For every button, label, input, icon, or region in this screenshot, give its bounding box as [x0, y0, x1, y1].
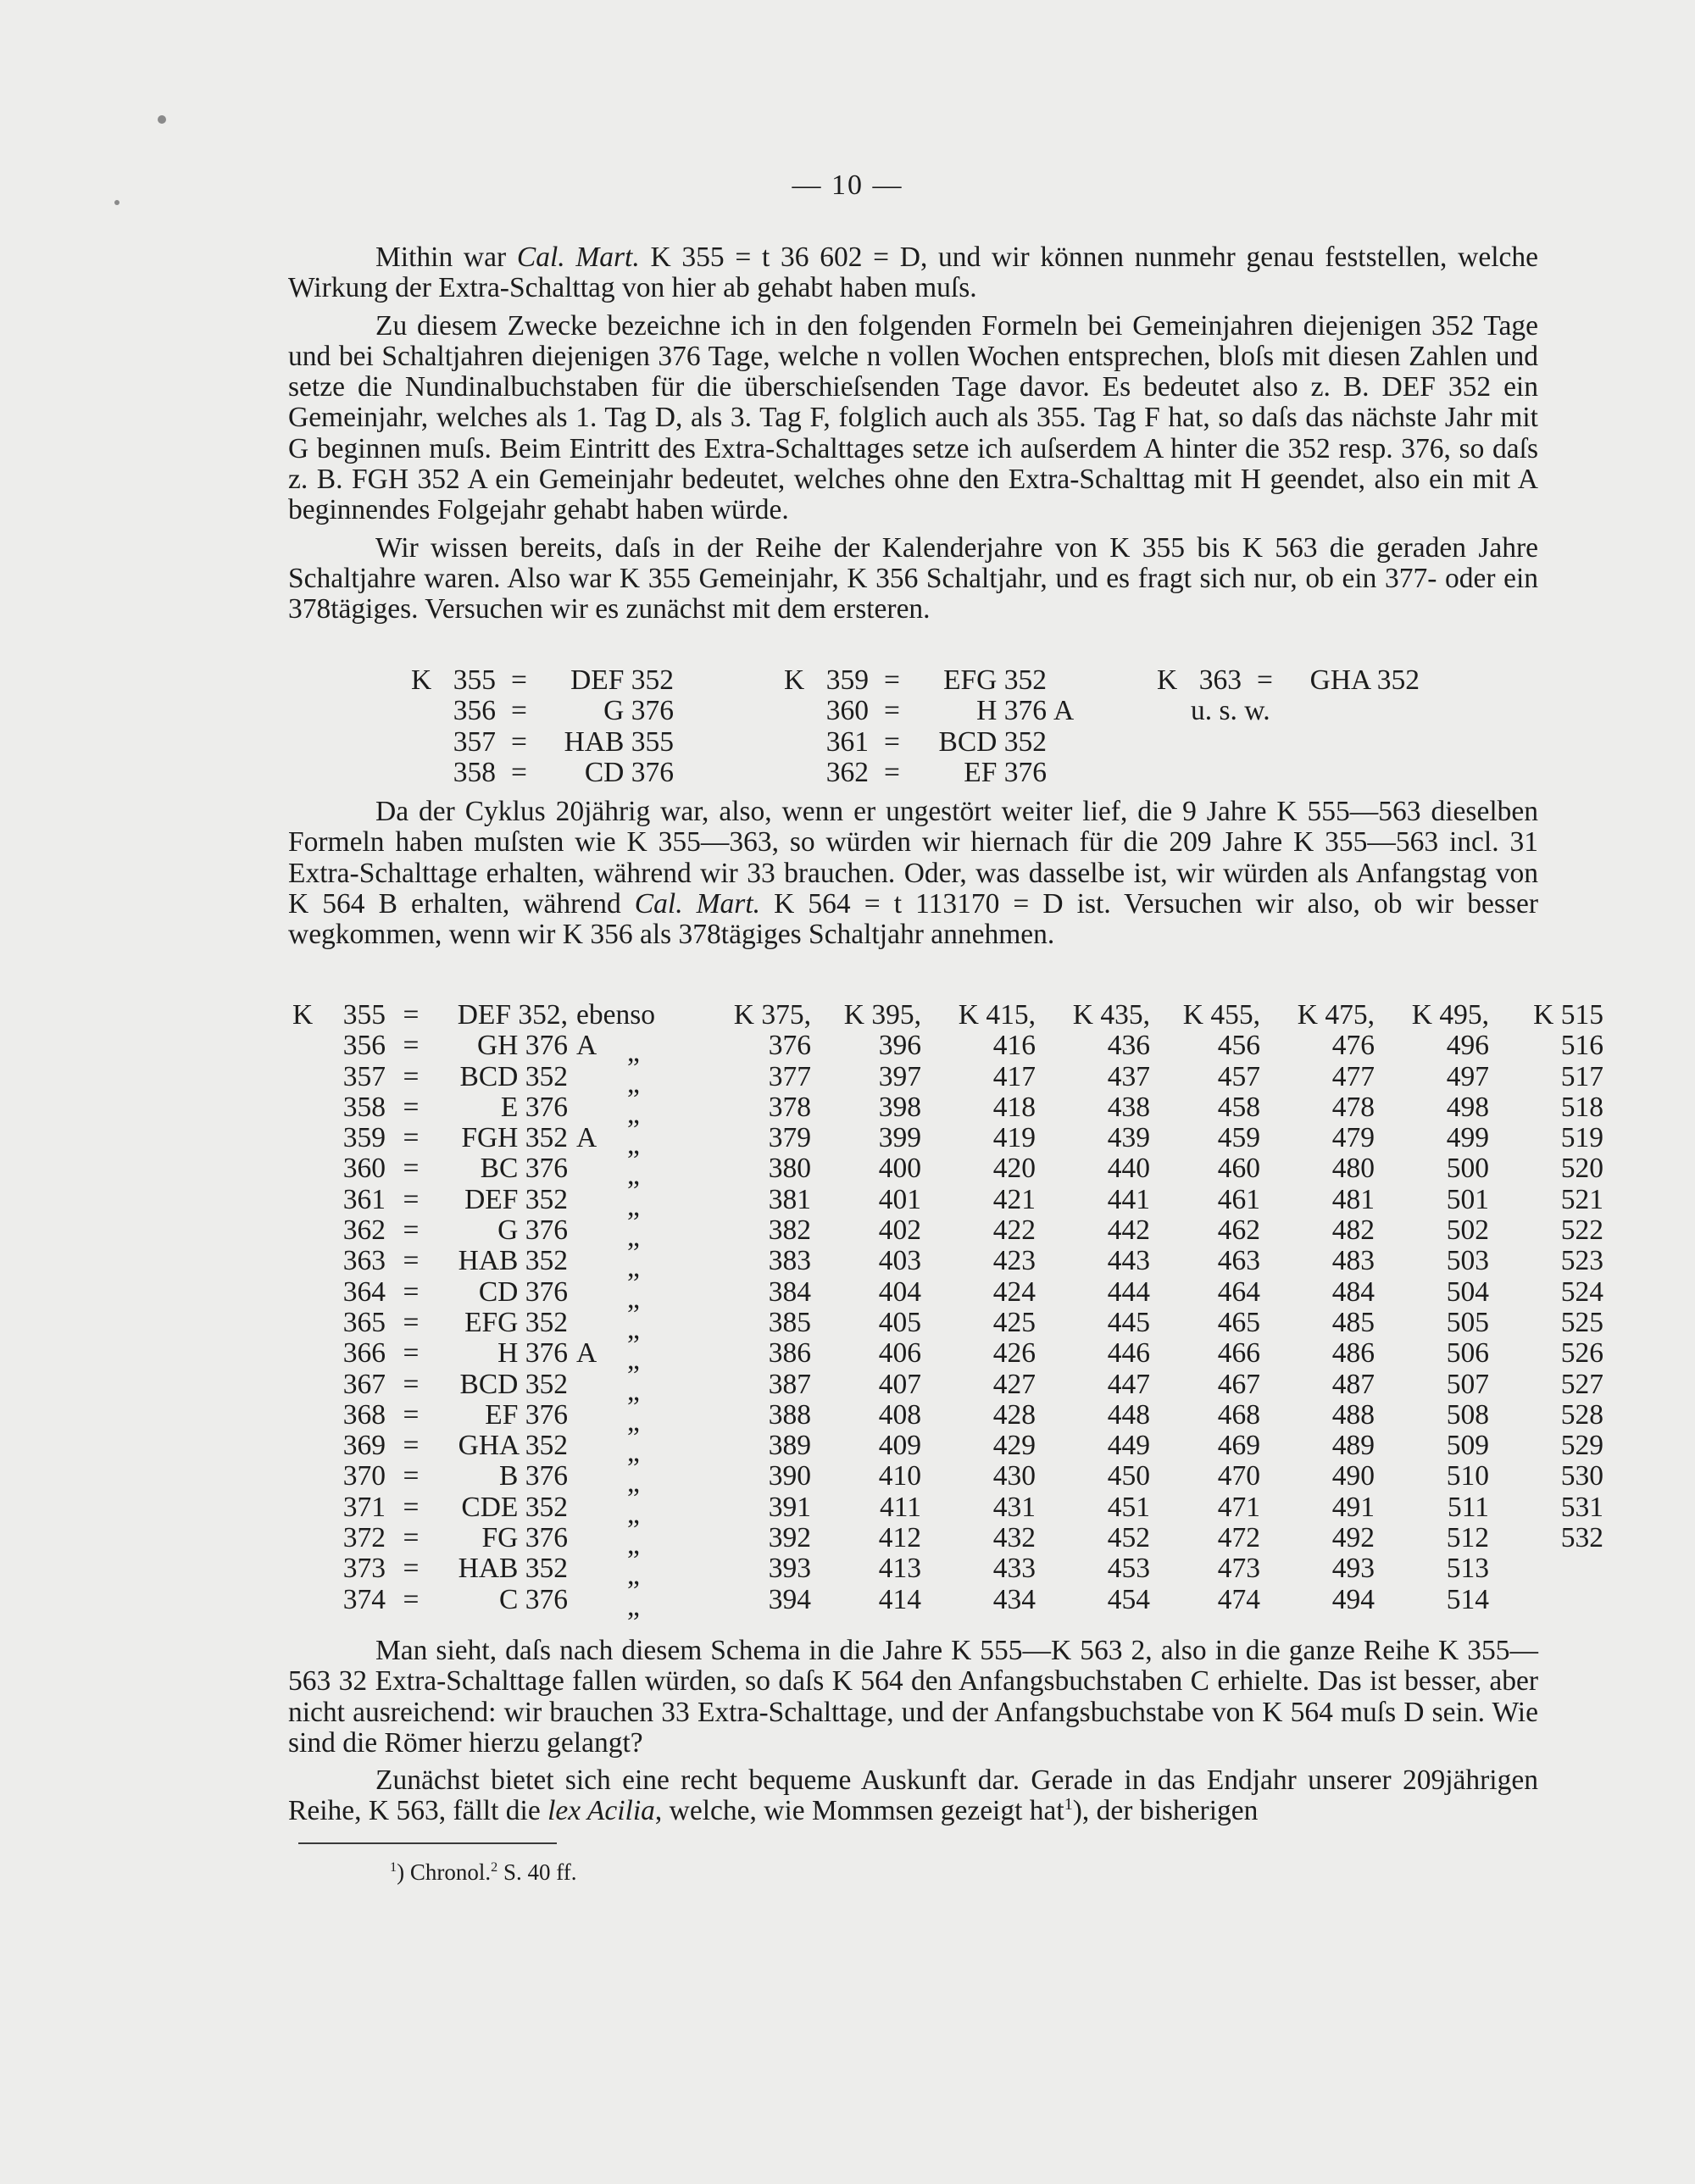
year-number: 359	[342, 1122, 386, 1154]
year-cell: 506	[1446, 1337, 1489, 1370]
nundinal-formula: DEF 352	[464, 1183, 568, 1215]
formula-row: 358 = CD 376	[453, 756, 674, 788]
equals-sign: =	[403, 1522, 420, 1554]
year-cell: 428	[992, 1398, 1036, 1431]
year-cell: 453	[1107, 1553, 1150, 1585]
year-cell: 431	[992, 1491, 1036, 1523]
year-number: 358	[342, 1091, 386, 1123]
year-cell: 451	[1107, 1491, 1150, 1523]
year-cell: 413	[878, 1553, 921, 1585]
year-cell: 394	[768, 1583, 811, 1615]
equals-sign: =	[403, 1214, 420, 1247]
year-number: 360	[342, 1153, 386, 1185]
year-cell: 392	[768, 1522, 811, 1554]
year-cell: 427	[992, 1368, 1036, 1400]
year-cell: 420	[992, 1153, 1036, 1185]
year-cell: 498	[1446, 1091, 1489, 1123]
year-cell: 462	[1217, 1214, 1260, 1247]
year-cell: 440	[1107, 1153, 1150, 1185]
year-number: 363	[342, 1245, 386, 1277]
year-cell: 407	[878, 1368, 921, 1400]
year-column-header: K 455,	[1182, 999, 1260, 1031]
nundinal-formula: H 376	[497, 1337, 568, 1370]
extra-day-marker: A	[576, 1030, 597, 1062]
equals-sign: =	[403, 1153, 420, 1185]
year-cell: 497	[1446, 1060, 1489, 1092]
year-number: 372	[342, 1522, 386, 1554]
year-cell: 489	[1331, 1430, 1375, 1462]
year-column-header: K 415,	[958, 999, 1036, 1031]
year-cell: 471	[1217, 1491, 1260, 1523]
year-cell: 479	[1331, 1122, 1375, 1154]
year-cell: 456	[1217, 1030, 1260, 1062]
year-cell: 443	[1107, 1245, 1150, 1277]
year-cell: 490	[1331, 1460, 1375, 1492]
year-cell: 503	[1446, 1245, 1489, 1277]
year-cell: 488	[1331, 1398, 1375, 1431]
year-cell: 393	[768, 1553, 811, 1585]
ditto-mark: „	[627, 1098, 640, 1130]
year-cell: 397	[878, 1060, 921, 1092]
ditto-mark: „	[627, 1437, 640, 1469]
year-cell: 430	[992, 1460, 1036, 1492]
year-cell: 469	[1217, 1430, 1260, 1462]
year-cell: 404	[878, 1275, 921, 1308]
year-cell: 434	[992, 1583, 1036, 1615]
year-cell: 376	[768, 1030, 811, 1062]
year-cell: 463	[1217, 1245, 1260, 1277]
year-cell: 510	[1446, 1460, 1489, 1492]
year-number: 357	[342, 1060, 386, 1092]
ditto-mark: „	[627, 1252, 640, 1284]
formula-row: 360 = H 376 A	[825, 695, 1075, 727]
year-cell: 408	[878, 1398, 921, 1431]
year-cell: 520	[1560, 1153, 1603, 1185]
ditto-mark: „	[627, 1282, 640, 1314]
paragraph-2: Zu diesem Zwecke bezeichne ich in den folgenden Formeln bei Gemeinjahren diejenigen 352 Tage und bei Schaltjahren diejenigen 376 Tage, welche n vollen Wochen entsprechen, bloſs mit diesen Zahlen und setze die Nundinalbuchstaben für die überschieſsenden Tage davor. Es bedeutet also z. B. DEF 352 ein Gemeinjahr, welches als 1. Tag D, als 3. Tag F, folglich auch als 355. Tag F hat, so daſs das nächste Jahr mit G beginnen muſs. Beim Eintritt des Extra-Schalttages setze ich auſserdem A hinter die 352 resp. 376, so daſs z. B. FGH 352 A ein Gemeinjahr bedeutet, welches ohne den Extra-Schalttag mit H geendet, also ein mit A beginnendes Folgejahr gehabt haben würde.	[288, 309, 1538, 526]
ditto-mark: „	[627, 1529, 640, 1561]
year-cell: 473	[1217, 1553, 1260, 1585]
year-cell: 385	[768, 1306, 811, 1338]
year-cell: 522	[1560, 1214, 1603, 1247]
ditto-mark: „	[627, 1559, 640, 1592]
year-cell: 433	[992, 1553, 1036, 1585]
nundinal-formula: C 376	[499, 1583, 568, 1615]
year-cell: 406	[878, 1337, 921, 1370]
equals-sign: =	[403, 1460, 420, 1492]
year-cell: 402	[878, 1214, 921, 1247]
paragraph-3: Wir wissen bereits, daſs in der Reihe der Kalenderjahre von K 355 bis K 563 die geraden Jahre Schaltjahre waren. Also war K 355 Gemeinjahr, K 356 Schaltjahr, und es fragt sich nur, ob ein 377- oder ein 378tägiges. Versuchen wir es zunächst mit dem ersteren.	[288, 531, 1538, 625]
year-cell: 387	[768, 1368, 811, 1400]
equals-sign: =	[403, 1583, 420, 1615]
ditto-mark: „	[627, 1159, 640, 1192]
year-cell: 493	[1331, 1553, 1375, 1585]
year-column-header: K 495,	[1411, 999, 1489, 1031]
year-cell: 436	[1107, 1030, 1150, 1062]
nundinal-formula: BCD 352	[459, 1060, 568, 1092]
year-cell: 518	[1560, 1091, 1603, 1123]
year-cell: 450	[1107, 1460, 1150, 1492]
equals-sign: =	[403, 1398, 420, 1431]
year-cell: 399	[878, 1122, 921, 1154]
year-cell: 486	[1331, 1337, 1375, 1370]
ditto-mark: „	[627, 1498, 640, 1530]
paper-speck	[158, 115, 166, 124]
year-cell: 476	[1331, 1030, 1375, 1062]
year-number: 374	[342, 1583, 386, 1615]
year-cell: 424	[992, 1275, 1036, 1308]
equals-sign: =	[403, 1306, 420, 1338]
year-cell: 403	[878, 1245, 921, 1277]
body-text-top	[288, 242, 1538, 632]
year-cell: 425	[992, 1306, 1036, 1338]
year-cell: 502	[1446, 1214, 1489, 1247]
year-cell: 514	[1446, 1583, 1489, 1615]
year-cell: 457	[1217, 1060, 1260, 1092]
year-cell: 526	[1560, 1337, 1603, 1370]
equals-sign: =	[403, 1060, 420, 1092]
year-cell: 464	[1217, 1275, 1260, 1308]
year-cell: 523	[1560, 1245, 1603, 1277]
year-cell: 470	[1217, 1460, 1260, 1492]
nundinal-formula: BC 376	[480, 1153, 568, 1185]
page-number: — 10 —	[792, 169, 903, 201]
year-cell: 448	[1107, 1398, 1150, 1431]
nundinal-formula: CDE 352	[461, 1491, 568, 1523]
year-cell: 398	[878, 1091, 921, 1123]
year-cell: 382	[768, 1214, 811, 1247]
year-number: 367	[342, 1368, 386, 1400]
ditto-mark: „	[627, 1375, 640, 1407]
nundinal-formula: BCD 352	[459, 1368, 568, 1400]
equals-sign: =	[403, 1183, 420, 1215]
year-cell: 377	[768, 1060, 811, 1092]
year-cell: 438	[1107, 1091, 1150, 1123]
ditto-mark: „	[627, 1129, 640, 1161]
year-cell: 426	[992, 1337, 1036, 1370]
ditto-mark: „	[627, 1067, 640, 1099]
year-cell: 412	[878, 1522, 921, 1554]
year-number: 364	[342, 1275, 386, 1308]
year-cell: 527	[1560, 1368, 1603, 1400]
year-cell: 459	[1217, 1122, 1260, 1154]
year-number: 368	[342, 1398, 386, 1431]
year-cell: 482	[1331, 1214, 1375, 1247]
footnote-divider	[298, 1842, 557, 1844]
year-cell: 492	[1331, 1522, 1375, 1554]
nundinal-formula: EFG 352	[464, 1306, 568, 1338]
nundinal-formula: GHA 352	[458, 1430, 568, 1462]
year-cell: 524	[1560, 1275, 1603, 1308]
year-cell: 380	[768, 1153, 811, 1185]
year-cell: 390	[768, 1460, 811, 1492]
ditto-mark: „	[627, 1405, 640, 1437]
year-cell: 381	[768, 1183, 811, 1215]
nundinal-formula: EF 376	[485, 1398, 568, 1431]
year-cell: 419	[992, 1122, 1036, 1154]
formula-row: K 359 = EFG 352	[784, 664, 1047, 696]
year-cell: 416	[992, 1030, 1036, 1062]
ditto-mark: „	[627, 1467, 640, 1499]
ditto-mark: „	[627, 1036, 640, 1069]
ditto-mark: „	[627, 1313, 640, 1345]
formula-row: 357 = HAB 355	[453, 725, 674, 758]
year-cell: 484	[1331, 1275, 1375, 1308]
year-cell: 528	[1560, 1398, 1603, 1431]
nundinal-formula: FGH 352	[461, 1122, 568, 1154]
year-cell: 396	[878, 1030, 921, 1062]
equals-sign: =	[403, 1337, 420, 1370]
nundinal-formula: HAB 352	[458, 1245, 568, 1277]
year-cell: 483	[1331, 1245, 1375, 1277]
year-cell: 401	[878, 1183, 921, 1215]
year-cell: 437	[1107, 1060, 1150, 1092]
formula-column-3	[1157, 665, 1420, 727]
year-cell: 421	[992, 1183, 1036, 1215]
year-cell: 400	[878, 1153, 921, 1185]
year-cell: 508	[1446, 1398, 1489, 1431]
year-cell: 383	[768, 1245, 811, 1277]
equals-sign: =	[403, 1430, 420, 1462]
ditto-mark: „	[627, 1190, 640, 1222]
formula-column-1	[411, 665, 674, 788]
year-cell: 501	[1446, 1183, 1489, 1215]
nundinal-formula: CD 376	[478, 1275, 568, 1308]
nundinal-formula: B 376	[499, 1460, 568, 1492]
year-cell: 461	[1217, 1183, 1260, 1215]
ditto-mark: „	[627, 1344, 640, 1376]
year-cell: 491	[1331, 1491, 1375, 1523]
year-cell: 379	[768, 1122, 811, 1154]
year-cell: 384	[768, 1275, 811, 1308]
year-cell: 444	[1107, 1275, 1150, 1308]
year-cell: 423	[992, 1245, 1036, 1277]
year-number: 370	[342, 1460, 386, 1492]
year-cell: 418	[992, 1091, 1036, 1123]
year-cell: 410	[878, 1460, 921, 1492]
year-cell: 465	[1217, 1306, 1260, 1338]
equals-sign: =	[403, 1030, 420, 1062]
year-cell: 458	[1217, 1091, 1260, 1123]
year-cell: 429	[992, 1430, 1036, 1462]
nundinal-formula: HAB 352	[458, 1553, 568, 1585]
year-cell: 472	[1217, 1522, 1260, 1554]
year-cell: 480	[1331, 1153, 1375, 1185]
year-cell: 449	[1107, 1430, 1150, 1462]
year-cell: 446	[1107, 1337, 1150, 1370]
year-cell: 513	[1446, 1553, 1489, 1585]
year-cell: 386	[768, 1337, 811, 1370]
year-cell: 477	[1331, 1060, 1375, 1092]
year-cell: 496	[1446, 1030, 1489, 1062]
year-column-header: K 475,	[1297, 999, 1375, 1031]
formula-row: 362 = EF 376	[825, 756, 1047, 788]
year-cell: 521	[1560, 1183, 1603, 1215]
year-cell: 378	[768, 1091, 811, 1123]
year-number: 365	[342, 1306, 386, 1338]
year-column-header: K 515	[1533, 999, 1603, 1031]
ditto-mark: „	[627, 1221, 640, 1253]
year-cell: 487	[1331, 1368, 1375, 1400]
year-cell: 485	[1331, 1306, 1375, 1338]
equals-sign: =	[403, 1368, 420, 1400]
year-number: 356	[342, 1030, 386, 1062]
paragraph-4: Da der Cyklus 20jährig war, also, wenn er ungestört weiter lief, die 9 Jahre K 555—563 dieselben Formeln haben muſsten wie K 355—363, so würden wir hiernach für die 209 Jahre K 355—563 incl. 31 Extra-Schalttage erhalten, während wir 33 brauchen. Oder, was dasselbe ist, wir würden als Anfangstag von K 564 B erhalten, während Cal. Mart. K 564 = t 113170 = D ist. Versuchen wir also, ob wir besser wegkommen, wenn wir K 356 als 378tägiges Schaltjahr annehmen.	[288, 796, 1538, 951]
formula-column-2	[784, 665, 1079, 788]
year-cell: 504	[1446, 1275, 1489, 1308]
equals-sign: =	[403, 1245, 420, 1277]
year-cell: 530	[1560, 1460, 1603, 1492]
year-column-header: K 395,	[843, 999, 921, 1031]
year-number: 362	[342, 1214, 386, 1247]
paragraph-1: Mithin war Cal. Mart. K 355 = t 36 602 = D, und wir können nunmehr genau feststellen, welche Wirkung der Extra-Schalttag von hier ab gehabt haben muſs.	[288, 242, 1539, 304]
nundinal-formula: GH 376	[476, 1030, 568, 1062]
year-cell: 432	[992, 1522, 1036, 1554]
year-cell: 511	[1447, 1491, 1489, 1523]
year-cell: 417	[992, 1060, 1036, 1092]
formula-row: 356 = G 376	[453, 695, 674, 727]
year-cell: 391	[768, 1491, 811, 1523]
year-cell: 439	[1107, 1122, 1150, 1154]
year-cell: 467	[1217, 1368, 1260, 1400]
extra-day-marker: A	[576, 1337, 597, 1370]
year-number: 371	[342, 1491, 386, 1523]
footnote-ref: 1	[1064, 1795, 1073, 1814]
formula-row: K 355 = DEF 352	[411, 664, 674, 696]
year-cell: 389	[768, 1430, 811, 1462]
equals-sign: =	[403, 1122, 420, 1154]
formula-row: K 363 = GHA 352	[1157, 664, 1420, 696]
year-cell: 405	[878, 1306, 921, 1338]
year-cell: 532	[1560, 1522, 1603, 1554]
year-column-header: K 435,	[1072, 999, 1150, 1031]
extra-day-marker: A	[576, 1122, 597, 1154]
year-cell: 445	[1107, 1306, 1150, 1338]
year-cell: 529	[1560, 1430, 1603, 1462]
year-cell: 505	[1446, 1306, 1489, 1338]
year-cell: 411	[879, 1491, 921, 1523]
equals-sign: =	[403, 1553, 420, 1585]
year-cell: 519	[1560, 1122, 1603, 1154]
etc-label: u. s. w.	[1191, 695, 1270, 727]
year-cell: 481	[1331, 1183, 1375, 1215]
year-cell: 452	[1107, 1522, 1150, 1554]
nundinal-formula: FG 376	[481, 1522, 568, 1554]
year-cell: 460	[1217, 1153, 1260, 1185]
ditto-mark: „	[627, 1590, 640, 1622]
year-cell: 474	[1217, 1583, 1260, 1615]
year-number: 373	[342, 1553, 386, 1585]
paragraph-5: Man sieht, daſs nach diesem Schema in die Jahre K 555—K 563 2, also in die ganze Reihe K 355—563 32 Extra-Schalttage fallen würden, so daſs K 564 den Anfangsbuchstaben C erhielte. Das ist besser, aber nicht ausreichend: wir brauchen 33 Extra-Schalttage, und der Anfangsbuchstabe von K 564 muſs D sein. Wie sind die Römer hierzu gelangt?	[288, 1635, 1538, 1759]
year-cell: 414	[878, 1583, 921, 1615]
body-text-bottom	[288, 1636, 1538, 1834]
year-cell: 494	[1331, 1583, 1375, 1615]
year-cell: 441	[1107, 1183, 1150, 1215]
body-text-middle	[288, 797, 1538, 957]
equals-sign: =	[403, 1491, 420, 1523]
year-cell: 500	[1446, 1153, 1489, 1185]
year-cell: 512	[1446, 1522, 1489, 1554]
year-column-header: K 375,	[733, 999, 811, 1031]
year-cell: 509	[1446, 1430, 1489, 1462]
year-cell: 507	[1446, 1368, 1489, 1400]
footnote: $^1$) Chronol.$^2$ S. 40 ff.	[390, 1859, 577, 1885]
year-cell: 422	[992, 1214, 1036, 1247]
year-cell: 468	[1217, 1398, 1260, 1431]
year-cell: 516	[1560, 1030, 1603, 1062]
year-number: 361	[342, 1183, 386, 1215]
paragraph-6: Zunächst bietet sich eine recht bequeme Auskunft dar. Gerade in das Endjahr unserer 209jährigen Reihe, K 563, fällt die lex Acilia, welche, wie Mommsen gezeigt hat$^1$), der bisherigen	[288, 1764, 1538, 1827]
document-page: — 10 — Mithin war Cal. Mart. K 355 = t 36 602 = D, und wir können nunmehr genau feststellen, welche Wirkung der Extra-Schalttag von hier ab gehabt haben muſs. Zu diesem Zwecke bezeichne ich in den folgenden Formeln bei Gemeinjahren diejenigen 352 Tage und bei Schaltjahren diejenigen 376 Tage, welche n vollen Wochen entsprechen, bloſs mit diesen Zahlen und setze die Nundinalbuchstaben für die überschieſsenden Tage davor. Es bedeutet also z. B. DEF 352 ein Gemeinjahr, welches als 1. Tag D, als 3. Tag F, folglich auch als 355. Tag F hat, so daſs das nächste Jahr mit G beginnen muſs. Beim Eintritt des Extra-Schalttages setze ich auſserdem A hinter die 352 resp. 376, so daſs z. B. FGH 352 A ein Gemeinjahr bedeutet, welches ohne den Extra-Schalttag mit H geendet, also ein mit A beginnendes Folgejahr gehabt haben würde. Wir wissen bereits, daſs in der Reihe der Kalenderjahre von K 355 bis K 563 die geraden Jahre Schaltjahre waren. Also war K 355 Gemeinjahr, K 356 Schaltjahr, und es fragt sich nur, ob ein 377- oder ein 378tägiges. Versuchen wir es zunächst mit dem ersteren. K 355 = DEF 352 356 = G 376 357 = HAB 355 358 = CD 376 K 359 = EFG 352 360 = H 376 A 361 = BCD 352 362 = EF 376 K 363 = GHA 352 u. s. w. Da der Cyklus 20jährig war, also, wenn er ungestört weiter lief, die 9 Jahre K 555—563 dieselben Formeln haben muſsten wie K 355—363, so würden wir hiernach für die 209 Jahre K 355—563 incl. 31 Extra-Schalttage erhalten, während wir 33 brauchen. Oder, was dasselbe ist, wir würden als Anfangstag von K 564 B erhalten, während Cal. Mart. K 564 = t 113170 = D ist. Versuchen wir also, ob wir besser wegkommen, wenn wir K 356 als 378tägiges Schaltjahr annehmen. K 355 = DEF 352, ebenso K 375, K 395, K 415, K 435, K 455, K 475, K 495, K 515 356 = GH 376 A „ 376 396 416 436 456 476 496 516 357 = BCD 352 „ 377 397 417 437 457 477 497 517 358 = E 376 „ 378 398 418 438 458 478 498 518 359 = FGH 352 A „ 379 399 419 439 459 479 499 519 360 = BC 376 „ 380 400 420 440 460 480 500 520 361 = DEF 352 „ 381 401 421 441 461 481 501 521 362 = G 376 „ 382 402 422 442 462 482 502 522 363 = HAB 352 „ 383 403 423 443 463 483 503 523 364 = CD 376 „ 384 404 424 444 464 484 504 524 365 = EFG 352 „ 385 405 425 445 465 485 505 525 366 = H 376 A „ 386 406 426 446 466 486 506 526 367 = BCD 352 „ 387 407 427 447 467 487 507 527 368 = EF 376 „ 388 408 428 448 468 488 508 528 369 = GHA 352 „ 389 409 429 449 469 489 509 529 370 = B 376 „ 390 410 430 450 470 490 510 530 371 = CDE 352 „ 391 411 431 451 471 491 511 531 372 = FG 376 „ 392 412 432 452 472 492 512 532 373 = HAB 352 „ 393 413 433 453 473 493 513 374 = C 376 „ 394 414 434 454 474 494 514 Man sieht, daſs nach diesem Schema in die Jahre K 555—K 563 2, also in die ganze Reihe K 355—563 32 Extra-Schalttage fallen würden, so daſs K 564 den Anfangsbuchstaben C erhielte. Das ist besser, aber nicht ausreichend: wir brauchen 33 Extra-Schalttage, und der Anfangsbuchstabe von K 564 muſs D sein. Wie sind die Römer hierzu gelangt? Zunächst bietet sich eine recht bequeme Auskunft dar. Gerade in das Endjahr unserer 209jährigen Reihe, K 563, fällt die lex Acilia, welche, wie Mommsen gezeigt hat$^1$), der bisherigen $^1$) Chronol.$^2$ S. 40 ff.	[0, 0, 1695, 2184]
year-cell: 478	[1331, 1091, 1375, 1123]
year-number: 366	[342, 1337, 386, 1370]
nundinal-formula: G 376	[497, 1214, 568, 1247]
year-cell: 442	[1107, 1214, 1150, 1247]
year-cell: 499	[1446, 1122, 1489, 1154]
equals-sign: =	[403, 1275, 420, 1308]
year-number: 369	[342, 1430, 386, 1462]
year-cell: 447	[1107, 1368, 1150, 1400]
year-cell: 525	[1560, 1306, 1603, 1338]
year-cell: 454	[1107, 1583, 1150, 1615]
equals-sign: =	[403, 1091, 420, 1123]
formula-row: 361 = BCD 352	[825, 725, 1047, 758]
year-cell: 531	[1560, 1491, 1603, 1523]
year-cell: 517	[1560, 1060, 1603, 1092]
year-cell: 466	[1217, 1337, 1260, 1370]
nundinal-formula: E 376	[500, 1091, 568, 1123]
year-cell: 409	[878, 1430, 921, 1462]
year-cell: 388	[768, 1398, 811, 1431]
